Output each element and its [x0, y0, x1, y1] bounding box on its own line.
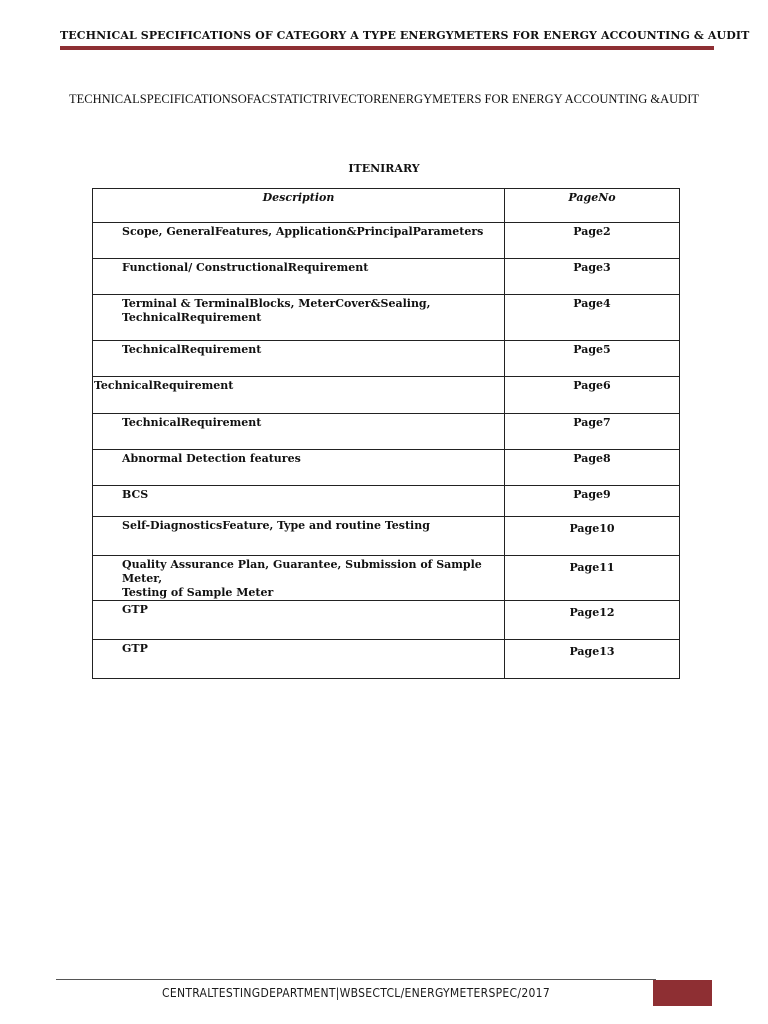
table-row	[93, 377, 680, 414]
row-page-number: Page9	[505, 486, 680, 517]
row-description	[93, 517, 505, 556]
table-row	[93, 341, 680, 377]
description-line: Self-DiagnosticsFeature, Type and routine Testing	[122, 519, 430, 532]
row-description	[93, 341, 505, 377]
itinerary-caption: ITENIRARY	[348, 162, 420, 175]
row-description	[93, 295, 505, 341]
row-description	[93, 601, 505, 640]
row-page-number: Page11	[505, 556, 680, 601]
itinerary-header-row	[93, 189, 680, 223]
row-page-number: Page4	[505, 295, 680, 341]
description-line: BCS	[122, 488, 149, 501]
header-rule	[60, 46, 714, 50]
row-description	[93, 640, 505, 679]
row-page-number: Page8	[505, 450, 680, 486]
description-line: TechnicalRequirement	[122, 343, 262, 356]
table-row	[93, 259, 680, 295]
description-line: Scope, GeneralFeatures, Application&PrincipalParameters	[122, 225, 484, 238]
description-line: GTP	[122, 642, 148, 655]
column-header-page-no: PageNo	[505, 189, 680, 223]
row-description	[93, 259, 505, 295]
description-line: Terminal & TerminalBlocks, MeterCover&Sealing,	[122, 297, 431, 310]
description-line: Testing of Sample Meter	[122, 586, 274, 599]
row-description	[93, 486, 505, 517]
table-row	[93, 223, 680, 259]
row-page-number: Page2	[505, 223, 680, 259]
row-description	[93, 450, 505, 486]
table-row	[93, 640, 680, 679]
row-page-number: Page13	[505, 640, 680, 679]
row-description	[93, 556, 505, 601]
description-line: TechnicalRequirement	[94, 379, 234, 392]
description-line: TechnicalRequirement	[122, 416, 262, 429]
row-page-number: Page6	[505, 377, 680, 414]
description-line: Functional/ ConstructionalRequirement	[122, 261, 369, 274]
table-row	[93, 486, 680, 517]
table-row	[93, 556, 680, 601]
itinerary-table	[92, 188, 680, 679]
column-header-description: Description	[93, 189, 505, 223]
row-page-number: Page7	[505, 414, 680, 450]
row-description	[93, 377, 505, 414]
footer-text: CENTRALTESTINGDEPARTMENT|WBSECTCL/ENERGYMETERSPEC/2017	[161, 986, 550, 1000]
row-description	[93, 223, 505, 259]
document-subtitle: TECHNICALSPECIFICATIONSOFACSTATICTRIVECTORENERGYMETERS FOR ENERGY ACCOUNTING &AUDIT	[68, 92, 700, 106]
row-page-number: Page5	[505, 341, 680, 377]
description-line: Quality Assurance Plan, Guarantee, Submission of Sample Meter,	[122, 558, 482, 585]
row-page-number: Page12	[505, 601, 680, 640]
description-line: GTP	[122, 603, 148, 616]
footer-rule	[56, 979, 656, 980]
table-row	[93, 295, 680, 341]
table-row	[93, 414, 680, 450]
page-header	[60, 28, 750, 50]
header-title: TECHNICAL SPECIFICATIONS OF CATEGORY A TYPE ENERGYMETERS FOR ENERGY ACCOUNTING & AUDIT	[60, 29, 750, 42]
row-page-number: Page10	[505, 517, 680, 556]
table-row	[93, 517, 680, 556]
table-row	[93, 450, 680, 486]
row-description	[93, 414, 505, 450]
row-page-number: Page3	[505, 259, 680, 295]
footer-page-badge	[653, 980, 712, 1006]
description-line: TechnicalRequirement	[122, 311, 262, 324]
table-row	[93, 601, 680, 640]
description-line: Abnormal Detection features	[122, 452, 301, 465]
